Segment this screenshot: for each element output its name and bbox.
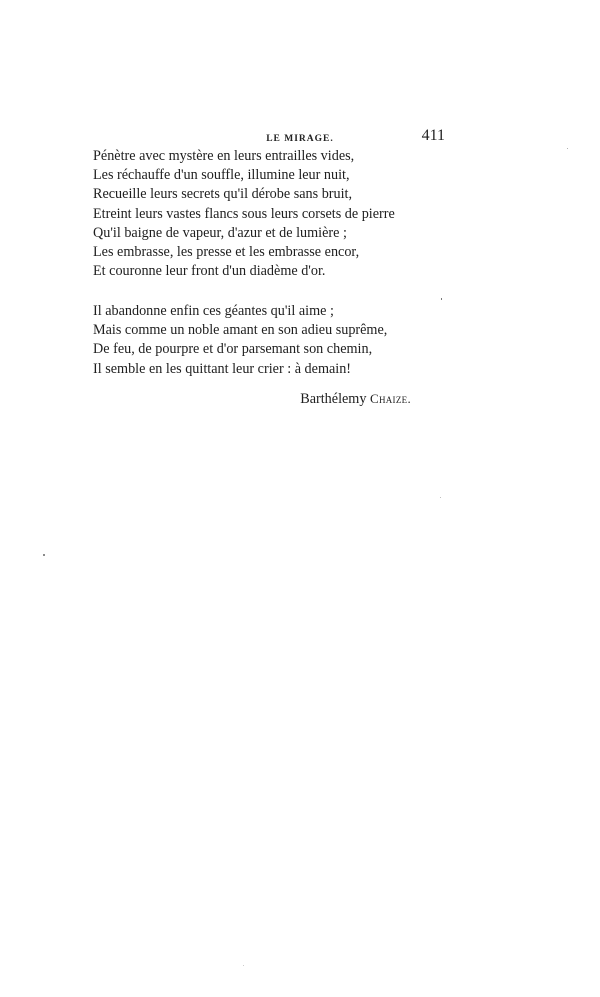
verse-line: Et couronne leur front d'un diadème d'or. (93, 263, 326, 280)
author-surname: Chaize. (369, 391, 411, 406)
author-first-name: Barthélemy (300, 391, 367, 407)
verse-line: Les réchauffe d'un souffle, illumine leur nuit, (93, 167, 350, 184)
verse-line: Il semble en les quittant leur crier : à demain! (93, 360, 352, 377)
verse-line: Mais comme un noble amant en son adieu suprême, (93, 322, 388, 339)
verse-line: Qu'il baigne de vapeur, d'azur et de lumière ; (93, 224, 347, 241)
running-title: LE MIRAGE. (266, 134, 334, 144)
verse-line: Recueille leurs secrets qu'il dérobe sans bruit, (93, 186, 353, 203)
print-speck (440, 497, 441, 498)
author-signature (300, 389, 411, 409)
print-speck (243, 965, 244, 966)
verse-line: Pénètre avec mystère en leurs entrailles vides, (93, 148, 355, 164)
stanza-2 (93, 302, 433, 379)
verse-line: De feu, de pourpre et d'or parsemant son chemin, (93, 341, 373, 358)
verse-line: Il abandonne enfin ces géantes qu'il aime ; (93, 303, 334, 319)
print-speck (43, 554, 45, 556)
stanza-1 (93, 147, 433, 281)
print-speck (567, 148, 568, 149)
print-speck (441, 298, 442, 300)
page-number: 411 (421, 127, 445, 144)
verse-line: Les embrasse, les presse et les embrasse encor, (93, 244, 360, 261)
verse-line: Etreint leurs vastes flancs sous leurs corsets de pierre (93, 205, 395, 222)
